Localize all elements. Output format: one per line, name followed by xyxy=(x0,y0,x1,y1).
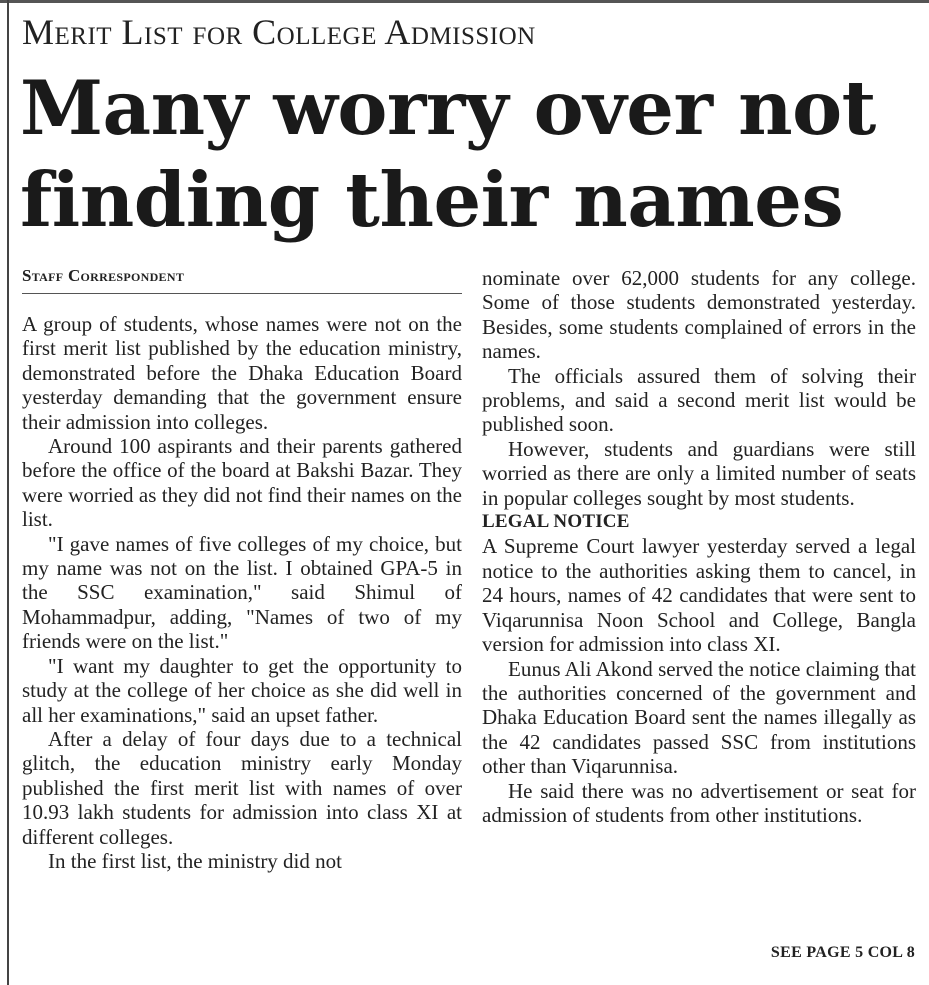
top-rule xyxy=(0,0,929,3)
paragraph: A group of students, whose names were not on the first merit list published by the education ministry, demonstrated before the Dhaka Education Board yesterday demanding that the government ensure their admission into colleges. xyxy=(22,312,462,434)
paragraph: "I want my daughter to get the opportunity to study at the college of her choice as she did well in all her examinations," said an upset father. xyxy=(22,653,462,727)
paragraph: A Supreme Court lawyer yesterday served a legal notice to the authorities asking them to cancel, in 24 hours, names of 42 candidates that were sent to Viqarunnisa Noon School and College, Bangla version for admission into class XI. xyxy=(482,534,916,657)
paragraph: In the first list, the ministry did not xyxy=(48,848,342,873)
article-column-left xyxy=(22,312,462,873)
byline-rule xyxy=(22,293,462,294)
subhead-legal-notice: LEGAL NOTICE xyxy=(482,511,630,533)
article-column-right xyxy=(482,266,916,827)
paragraph: "I gave names of five colleges of my choice, but my name was not on the list. I obtained GPA-5 in the SSC examination," said Shimul of Mohammadpur, adding, "Names of two of my friends were on the list." xyxy=(22,531,462,654)
paragraph: nominate over 62,000 students for any college. Some of those students demonstrated yesterday. Besides, some students complained of errors in the names. xyxy=(482,266,916,364)
paragraph: Eunus Ali Akond served the notice claiming that the authorities concerned of the government and Dhaka Education Board sent the names illegally as the 42 candidates passed SSC from institutions other than Viqarunnisa. xyxy=(482,656,916,779)
kicker: Merit List for College Admission xyxy=(22,12,536,52)
paragraph: However, students and guardians were still worried as there are only a limited number of seats in popular colleges sought by most students. xyxy=(482,436,916,510)
byline: Staff Correspondent xyxy=(22,266,185,285)
left-column-rule xyxy=(7,0,9,985)
paragraph: Around 100 aspirants and their parents gathered before the office of the board at Bakshi Bazar. They were worried as they did not find their names on the list. xyxy=(22,434,462,532)
headline: Many worry over not finding their names xyxy=(20,64,876,244)
paragraph: He said there was no advertisement or seat for admission of students from other institutions. xyxy=(482,778,916,827)
paragraph: After a delay of four days due to a technical glitch, the education ministry early Monday published the first merit list with names of over 10.93 lakh students for admission into class XI at different colleges. xyxy=(22,726,462,849)
paragraph: The officials assured them of solving their problems, and said a second merit list would be published soon. xyxy=(482,363,916,437)
continuation-jump-line: SEE PAGE 5 COL 8 xyxy=(770,944,915,961)
